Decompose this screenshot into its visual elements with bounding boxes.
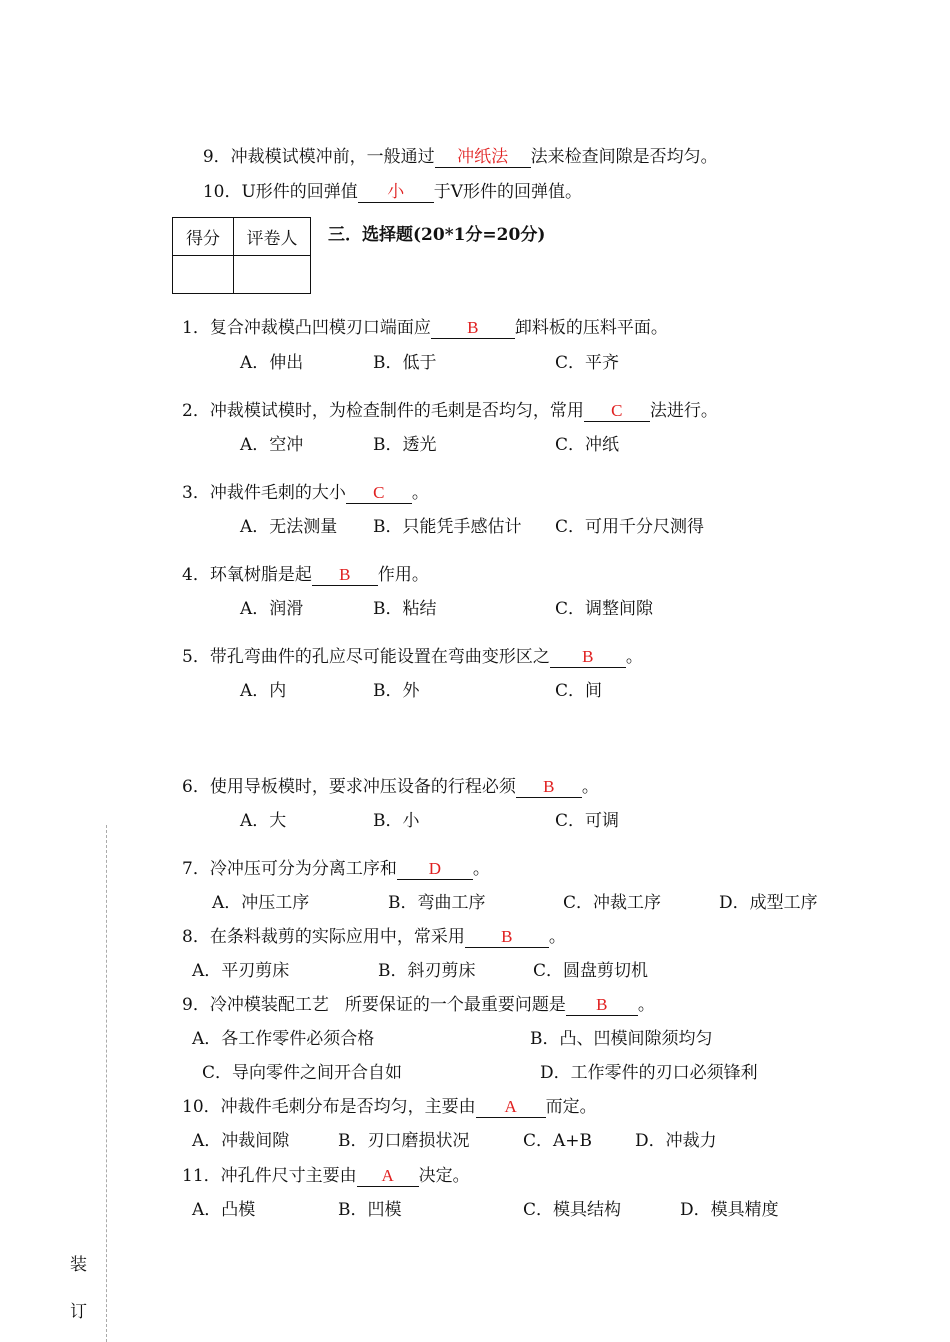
question-6 — [182, 776, 599, 798]
question-7 — [182, 858, 490, 880]
option: A．各工作零件必须合格 — [192, 1029, 375, 1049]
binding-mark: 订 — [70, 1302, 87, 1322]
question-text: 5．带孔弯曲件的孔应尽可能设置在弯曲变形区之 — [182, 647, 550, 667]
option: B．斜刃剪床 — [378, 961, 476, 981]
option: C．冲纸 — [555, 435, 620, 455]
option: A．冲裁间隙 — [192, 1131, 290, 1151]
question-text: 3．冲裁件毛刺的大小 — [182, 483, 346, 503]
option: C．冲裁工序 — [563, 893, 662, 913]
option: D．冲裁力 — [635, 1131, 717, 1151]
question-2 — [182, 400, 718, 422]
question-text: 10．冲裁件毛刺分布是否均匀，主要由 — [182, 1097, 476, 1117]
answer-blank: C — [346, 483, 412, 504]
answer-blank: B — [312, 565, 378, 586]
option: C．平齐 — [555, 353, 620, 373]
answer-blank: B — [431, 318, 515, 339]
question-tail: 。 — [548, 927, 566, 947]
option: B．粘结 — [373, 599, 437, 619]
option: A．内 — [240, 681, 287, 701]
score-cell — [173, 256, 234, 294]
option: A．凸模 — [192, 1200, 256, 1220]
question-text: 9．冷冲模装配工艺 — [182, 995, 329, 1015]
fill-in-10-tail: 于V形件的回弹值。 — [433, 182, 583, 202]
question-text-cont: 所要保证的一个最重要问题是 — [344, 995, 566, 1015]
question-text: 7．冷冲压可分为分离工序和 — [182, 859, 397, 879]
question-3 — [182, 482, 429, 504]
option: A．冲压工序 — [212, 893, 310, 913]
option: C．可调 — [555, 811, 620, 831]
question-11 — [182, 1165, 470, 1187]
reviewer-cell — [234, 256, 311, 294]
question-tail: 。 — [472, 859, 490, 879]
answer-blank: A — [357, 1166, 419, 1187]
question-8 — [182, 926, 566, 948]
score-label: 得分 — [173, 218, 234, 256]
question-tail: 。 — [637, 995, 655, 1015]
question-tail: 而定。 — [545, 1097, 597, 1117]
option: B．弯曲工序 — [388, 893, 486, 913]
option: B．外 — [373, 681, 420, 701]
option: A．润滑 — [240, 599, 304, 619]
question-9 — [182, 994, 655, 1016]
option: A．无法测量 — [240, 517, 338, 537]
question-text: 8．在条料裁剪的实际应用中，常采用 — [182, 927, 465, 947]
question-tail: 。 — [411, 483, 429, 503]
option: B．小 — [373, 811, 420, 831]
option: D．工作零件的刃口必须锋利 — [540, 1063, 758, 1083]
option: C．导向零件之间开合自如 — [202, 1063, 403, 1083]
option: D．成型工序 — [719, 893, 818, 913]
option: C．A+B — [523, 1131, 593, 1151]
option: B．低于 — [373, 353, 437, 373]
option: A．伸出 — [240, 353, 304, 373]
answer-blank: D — [397, 859, 473, 880]
question-tail: 决定。 — [418, 1166, 470, 1186]
answer-blank: C — [584, 401, 650, 422]
fill-in-9-text: 9．冲裁模试模冲前，一般通过 — [202, 147, 435, 167]
option: C．调整间隙 — [555, 599, 654, 619]
option: B．凸、凹模间隙须均匀 — [530, 1029, 713, 1049]
option: B．刃口磨损状况 — [338, 1131, 470, 1151]
question-1 — [182, 317, 668, 339]
answer-blank: B — [516, 777, 582, 798]
question-text: 11．冲孔件尺寸主要由 — [182, 1166, 357, 1186]
answer-blank: 冲纸法 — [435, 147, 531, 168]
question-5 — [182, 646, 643, 668]
answer-blank: A — [476, 1097, 546, 1118]
score-table — [172, 217, 311, 294]
option: D．模具精度 — [680, 1200, 779, 1220]
fill-in-10 — [192, 159, 582, 203]
option: C．可用千分尺测得 — [555, 517, 705, 537]
option: C．模具结构 — [523, 1200, 622, 1220]
answer-blank: B — [566, 995, 638, 1016]
option: A．大 — [240, 811, 287, 831]
question-text: 4．环氧树脂是起 — [182, 565, 312, 585]
option: C．间 — [555, 681, 603, 701]
option: A．平刃剪床 — [192, 961, 290, 981]
question-tail: 作用。 — [377, 565, 429, 585]
fill-in-9-tail: 法来检查间隙是否均匀。 — [530, 147, 718, 167]
question-tail: 。 — [625, 647, 643, 667]
question-tail: 法进行。 — [649, 401, 718, 421]
fill-in-10-text: 10．U形件的回弹值 — [202, 182, 358, 202]
question-4 — [182, 564, 429, 586]
section-title: 三．选择题(20*1分=20分) — [328, 225, 546, 245]
binding-line — [106, 825, 107, 1342]
reviewer-label: 评卷人 — [234, 218, 311, 256]
option: A．空冲 — [240, 435, 304, 455]
question-tail: 卸料板的压料平面。 — [514, 318, 668, 338]
question-text: 2．冲裁模试模时，为检查制件的毛刺是否均匀，常用 — [182, 401, 584, 421]
answer-blank: B — [550, 647, 626, 668]
question-text: 1．复合冲裁模凸凹模刃口端面应 — [182, 318, 431, 338]
option: C．圆盘剪切机 — [533, 961, 649, 981]
option: B．只能凭手感估计 — [373, 517, 522, 537]
question-10 — [182, 1096, 597, 1118]
answer-blank: 小 — [358, 182, 434, 203]
binding-mark: 装 — [70, 1255, 87, 1275]
question-tail: 。 — [581, 777, 599, 797]
option: B．透光 — [373, 435, 437, 455]
answer-blank: B — [465, 927, 549, 948]
option: B．凹模 — [338, 1200, 402, 1220]
question-text: 6．使用导板模时，要求冲压设备的行程必须 — [182, 777, 516, 797]
